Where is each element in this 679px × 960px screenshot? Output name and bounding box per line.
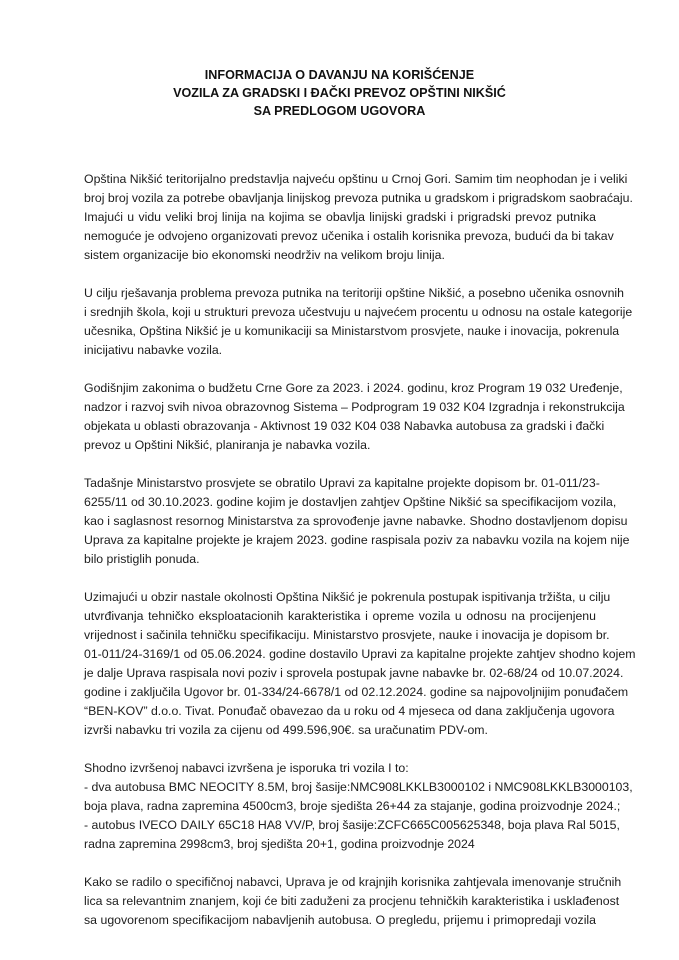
text-line: Uzimajući u obzir nastale okolnosti Opština Nikšić je pokrenula postupak ispitivanja tržišta, u cilju (84, 590, 611, 604)
text-line: radna zapremina 2998cm3, broj sjedišta 20+1, godina proizvodnje 2024 (84, 837, 475, 851)
text-line: Imajući u vidu veliki broj linija na kojima se obavlja linijski gradski i prigradski prevoz putnika (84, 210, 596, 224)
title-line: INFORMACIJA O DAVANJU NA KORIŠĆENJE (204, 68, 475, 82)
text-line: i srednjih škola, koji u strukturi prevoza učestvuju u najvećem procentu u odnosu na ostale kategorije (84, 305, 633, 319)
text-line: vrijednost i sačinila tehničku specifikaciju. Ministarstvo prosvjete, nauke i inovacija je dopisom br. (84, 628, 610, 642)
paragraph-delivery-list (84, 759, 633, 854)
text-line: bilo pristiglih ponuda. (84, 552, 200, 566)
text-line: izvrši nabavku tri vozila za cijenu od 499.596,90€. sa uračunatim PDV-om. (84, 723, 488, 737)
title-line: SA PREDLOGOM UGOVORA (253, 104, 426, 118)
text-line: “BEN-KOV” d.o.o. Tivat. Ponuđač obavezao da u roku od 4 mjeseca od dana zaključenja ugovora (84, 704, 615, 718)
text-line: objekata u oblasti obrazovanja - Aktivnost 19 032 K04 038 Nabavka autobusa za gradski i đački (84, 419, 605, 433)
paragraph-budget (84, 379, 625, 455)
text-line: U cilju rješavanja problema prevoza putnika na teritoriji opštine Nikšić, a posebno učenika osnovnih (84, 286, 624, 300)
text-line: Tadašnje Ministarstvo prosvjete se obratilo Upravi za kapitalne projekte dopisom br. 01-011/23- (84, 476, 600, 490)
document-body (84, 170, 636, 949)
title-line: VOZILA ZA GRADSKI I ĐAČKI PREVOZ OPŠTINI NIKŠIĆ (173, 86, 506, 100)
text-line: je dalje Uprava raspisala novi poziv i sprovela postupak javne nabavke br. 02-68/24 od 10.07.2024. (84, 666, 624, 680)
text-line: Opština Nikšić teritorijalno predstavlja najveću opštinu u Crnoj Gori. Samim tim neophodan je i veliki (84, 172, 628, 186)
text-line: Shodno izvršenoj nabavci izvršena je isporuka tri vozila I to: (84, 761, 409, 775)
text-line: lica sa relevantnim znanjem, koji će biti zaduženi za procjenu tehničkih karakteristika i usklađenost (84, 894, 620, 908)
text-line: 6255/11 od 30.10.2023. godine kojim je dostavljen zahtjev Opštine Nikšić sa specifikacijom vozila, (84, 495, 617, 509)
paragraph-initiative (84, 284, 633, 360)
text-line: prevoz u Opštini Nikšić, planiranja je nabavka vozila. (84, 438, 371, 452)
paragraph-ministry-request (84, 474, 630, 569)
text-line: Uprava za kapitalne projekte je krajem 2023. godine raspisala poziv za nabavku vozila na kojem nije (84, 533, 630, 547)
text-line: nemoguće je odvojeno organizovati prevoz učenika i ostalih korisnika prevoza, budući da bi takav (84, 229, 614, 243)
list-item: - dva autobusa BMC NEOCITY 8.5M, broj šasije:NMC908LKKLB3000102 i NMC908LKKLB3000103, (84, 780, 633, 794)
text-line: utvrđivanja tehničko eksploatacionih karakteristika i opreme vozila u odnosu na procijenjenu (84, 609, 596, 623)
text-line: učesnika, Opština Nikšić je u komunikaciji sa Ministarstvom prosvjete, nauke i inovacija, pokrenula (84, 324, 620, 338)
text-line: sa ugovorenom specifikacijom nabavljenih autobusa. O pregledu, prijemu i primopredaji vozila (84, 913, 596, 927)
text-line: nadzor i razvoj svih nivoa obrazovnog Sistema – Podprogram 19 032 K04 Izgradnja i rekonstrukcija (84, 400, 625, 414)
text-line: boja plava, radna zapremina 4500cm3, broje sjedišta 26+44 za stajanje, godina proizvodnje 2024.; (84, 799, 621, 813)
text-line: Kako se radilo o specifičnoj nabavci, Uprava je od krajnjih korisnika zahtjevala imenovanje stručnih (84, 875, 622, 889)
paragraph-procurement (84, 588, 636, 740)
paragraph-inspection (84, 873, 622, 930)
text-line: broj broj vozila za potrebe obavljanja linijskog prevoza putnika u gradskom i prigradskom saobraćaju. (84, 191, 633, 205)
document-title (0, 66, 679, 120)
text-line: kao i saglasnost resornog Ministarstva za sprovođenje javne nabavke. Shodno dostavljenom dopisu (84, 514, 628, 528)
text-line: godine i zaključila Ugovor br. 01-334/24-6678/1 od 02.12.2024. godine sa najpovoljnijim ponuđačem (84, 685, 629, 699)
text-line: Godišnjim zakonima o budžetu Crne Gore za 2023. i 2024. godinu, kroz Program 19 032 Uređenje, (84, 381, 623, 395)
text-line: inicijativu nabavke vozila. (84, 343, 223, 357)
text-line: 01-011/24-3169/1 od 05.06.2024. godine dostavilo Upravi za kapitalne projekte zahtjev shodno kojem (84, 647, 636, 661)
paragraph-intro (84, 170, 633, 265)
list-item: - autobus IVECO DAILY 65C18 HA8 VV/P, broj šasije:ZCFC665C005625348, boja plava Ral 5015, (84, 818, 620, 832)
text-line: sistem organizacije bio ekonomski neodrživ na velikom broju linija. (84, 248, 445, 262)
